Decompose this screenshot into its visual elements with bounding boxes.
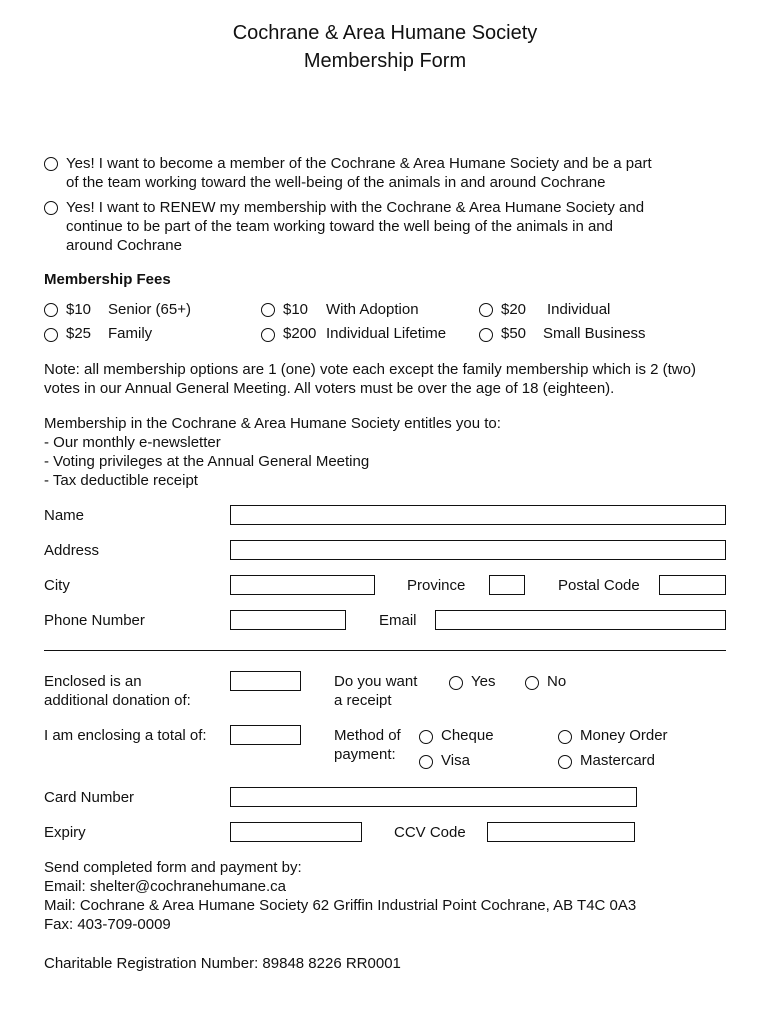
donation-field[interactable] xyxy=(230,671,301,691)
fee-price-lifetime: $200 xyxy=(283,325,317,342)
benefit-item: - Voting privileges at the Annual General Meeting xyxy=(44,453,370,470)
become-member-text-1: Yes! I want to become a member of the Cochrane & Area Humane Society and be a part xyxy=(66,155,652,172)
cheque-radio[interactable] xyxy=(419,730,433,744)
fee-label-lifetime: Individual Lifetime xyxy=(326,325,447,342)
fee-label-adoption: With Adoption xyxy=(326,301,419,318)
become-member-text-2: of the team working toward the well-being of the animals in and around Cochrane xyxy=(66,174,606,191)
donation-label-2: additional donation of: xyxy=(44,692,191,709)
fee-price-senior: $10 xyxy=(66,301,92,318)
receipt-yes-label: Yes xyxy=(471,673,496,690)
fee-radio-senior[interactable] xyxy=(44,303,58,317)
fee-radio-family[interactable] xyxy=(44,328,58,342)
receipt-yes-radio[interactable] xyxy=(449,676,463,690)
address-label: Address xyxy=(44,542,100,559)
benefit-item: - Tax deductible receipt xyxy=(44,472,198,489)
fee-label-family: Family xyxy=(108,325,153,342)
name-field[interactable] xyxy=(230,505,726,525)
email-field[interactable] xyxy=(435,610,726,630)
fee-label-senior: Senior (65+) xyxy=(108,301,191,318)
renew-member-text-2: continue to be part of the team working toward the well being of the animals in and xyxy=(66,218,613,235)
email-label: Email xyxy=(379,612,417,629)
form-title: Cochrane & Area Humane Society xyxy=(232,22,538,44)
fee-label-small-business: Small Business xyxy=(543,325,646,342)
renew-member-radio[interactable] xyxy=(44,201,58,215)
fee-price-small-business: $50 xyxy=(501,325,527,342)
send-instructions: Send completed form and payment by: xyxy=(44,859,302,876)
fee-label-individual: Individual xyxy=(547,301,611,318)
receipt-label-2: a receipt xyxy=(334,692,392,709)
name-label: Name xyxy=(44,507,85,524)
receipt-label-1: Do you want xyxy=(334,673,418,690)
fee-radio-lifetime[interactable] xyxy=(261,328,275,342)
fee-radio-adoption[interactable] xyxy=(261,303,275,317)
postal-code-label: Postal Code xyxy=(558,577,640,594)
card-number-field[interactable] xyxy=(230,787,637,807)
send-mail: Mail: Cochrane & Area Humane Society 62 Griffin Industrial Point Cochrane, AB T4C 0A3 xyxy=(44,897,637,914)
card-number-label: Card Number xyxy=(44,789,135,806)
total-label: I am enclosing a total of: xyxy=(44,727,207,744)
fees-heading: Membership Fees xyxy=(44,271,171,288)
phone-label: Phone Number xyxy=(44,612,145,629)
section-divider xyxy=(44,650,726,651)
benefits-intro: Membership in the Cochrane & Area Humane Society entitles you to: xyxy=(44,415,501,432)
donation-label-1: Enclosed is an xyxy=(44,673,142,690)
payment-method-label-1: Method of xyxy=(334,727,401,744)
renew-member-text-1: Yes! I want to RENEW my membership with the Cochrane & Area Humane Society and xyxy=(66,199,645,216)
ccv-label: CCV Code xyxy=(394,824,466,841)
city-label: City xyxy=(44,577,70,594)
fee-radio-individual[interactable] xyxy=(479,303,493,317)
send-fax: Fax: 403-709-0009 xyxy=(44,916,171,933)
send-email: Email: shelter@cochranehumane.ca xyxy=(44,878,287,895)
benefit-item: - Our monthly e-newsletter xyxy=(44,434,221,451)
payment-method-label-2: payment: xyxy=(334,746,396,763)
fee-price-adoption: $10 xyxy=(283,301,309,318)
visa-label: Visa xyxy=(441,752,470,769)
expiry-field[interactable] xyxy=(230,822,362,842)
fee-price-family: $25 xyxy=(66,325,92,342)
charity-number: Charitable Registration Number: 89848 8226 RR0001 xyxy=(44,955,401,972)
become-member-radio[interactable] xyxy=(44,157,58,171)
mastercard-radio[interactable] xyxy=(558,755,572,769)
expiry-label: Expiry xyxy=(44,824,86,841)
form-subtitle: Membership Form xyxy=(303,50,467,72)
total-field[interactable] xyxy=(230,725,301,745)
mastercard-label: Mastercard xyxy=(580,752,656,769)
money-order-radio[interactable] xyxy=(558,730,572,744)
note-line-1: Note: all membership options are 1 (one) vote each except the family membership which is 2 (two) xyxy=(44,361,696,378)
receipt-no-label: No xyxy=(547,673,567,690)
receipt-no-radio[interactable] xyxy=(525,676,539,690)
cheque-label: Cheque xyxy=(441,727,494,744)
province-field[interactable] xyxy=(489,575,525,595)
postal-code-field[interactable] xyxy=(659,575,726,595)
ccv-field[interactable] xyxy=(487,822,635,842)
address-field[interactable] xyxy=(230,540,726,560)
visa-radio[interactable] xyxy=(419,755,433,769)
city-field[interactable] xyxy=(230,575,375,595)
note-line-2: votes in our Annual General Meeting. All voters must be over the age of 18 (eighteen). xyxy=(44,380,615,397)
phone-field[interactable] xyxy=(230,610,346,630)
fee-price-individual: $20 xyxy=(501,301,527,318)
renew-member-text-3: around Cochrane xyxy=(66,237,182,254)
money-order-label: Money Order xyxy=(580,727,668,744)
province-label: Province xyxy=(407,577,466,594)
fee-radio-small-business[interactable] xyxy=(479,328,493,342)
